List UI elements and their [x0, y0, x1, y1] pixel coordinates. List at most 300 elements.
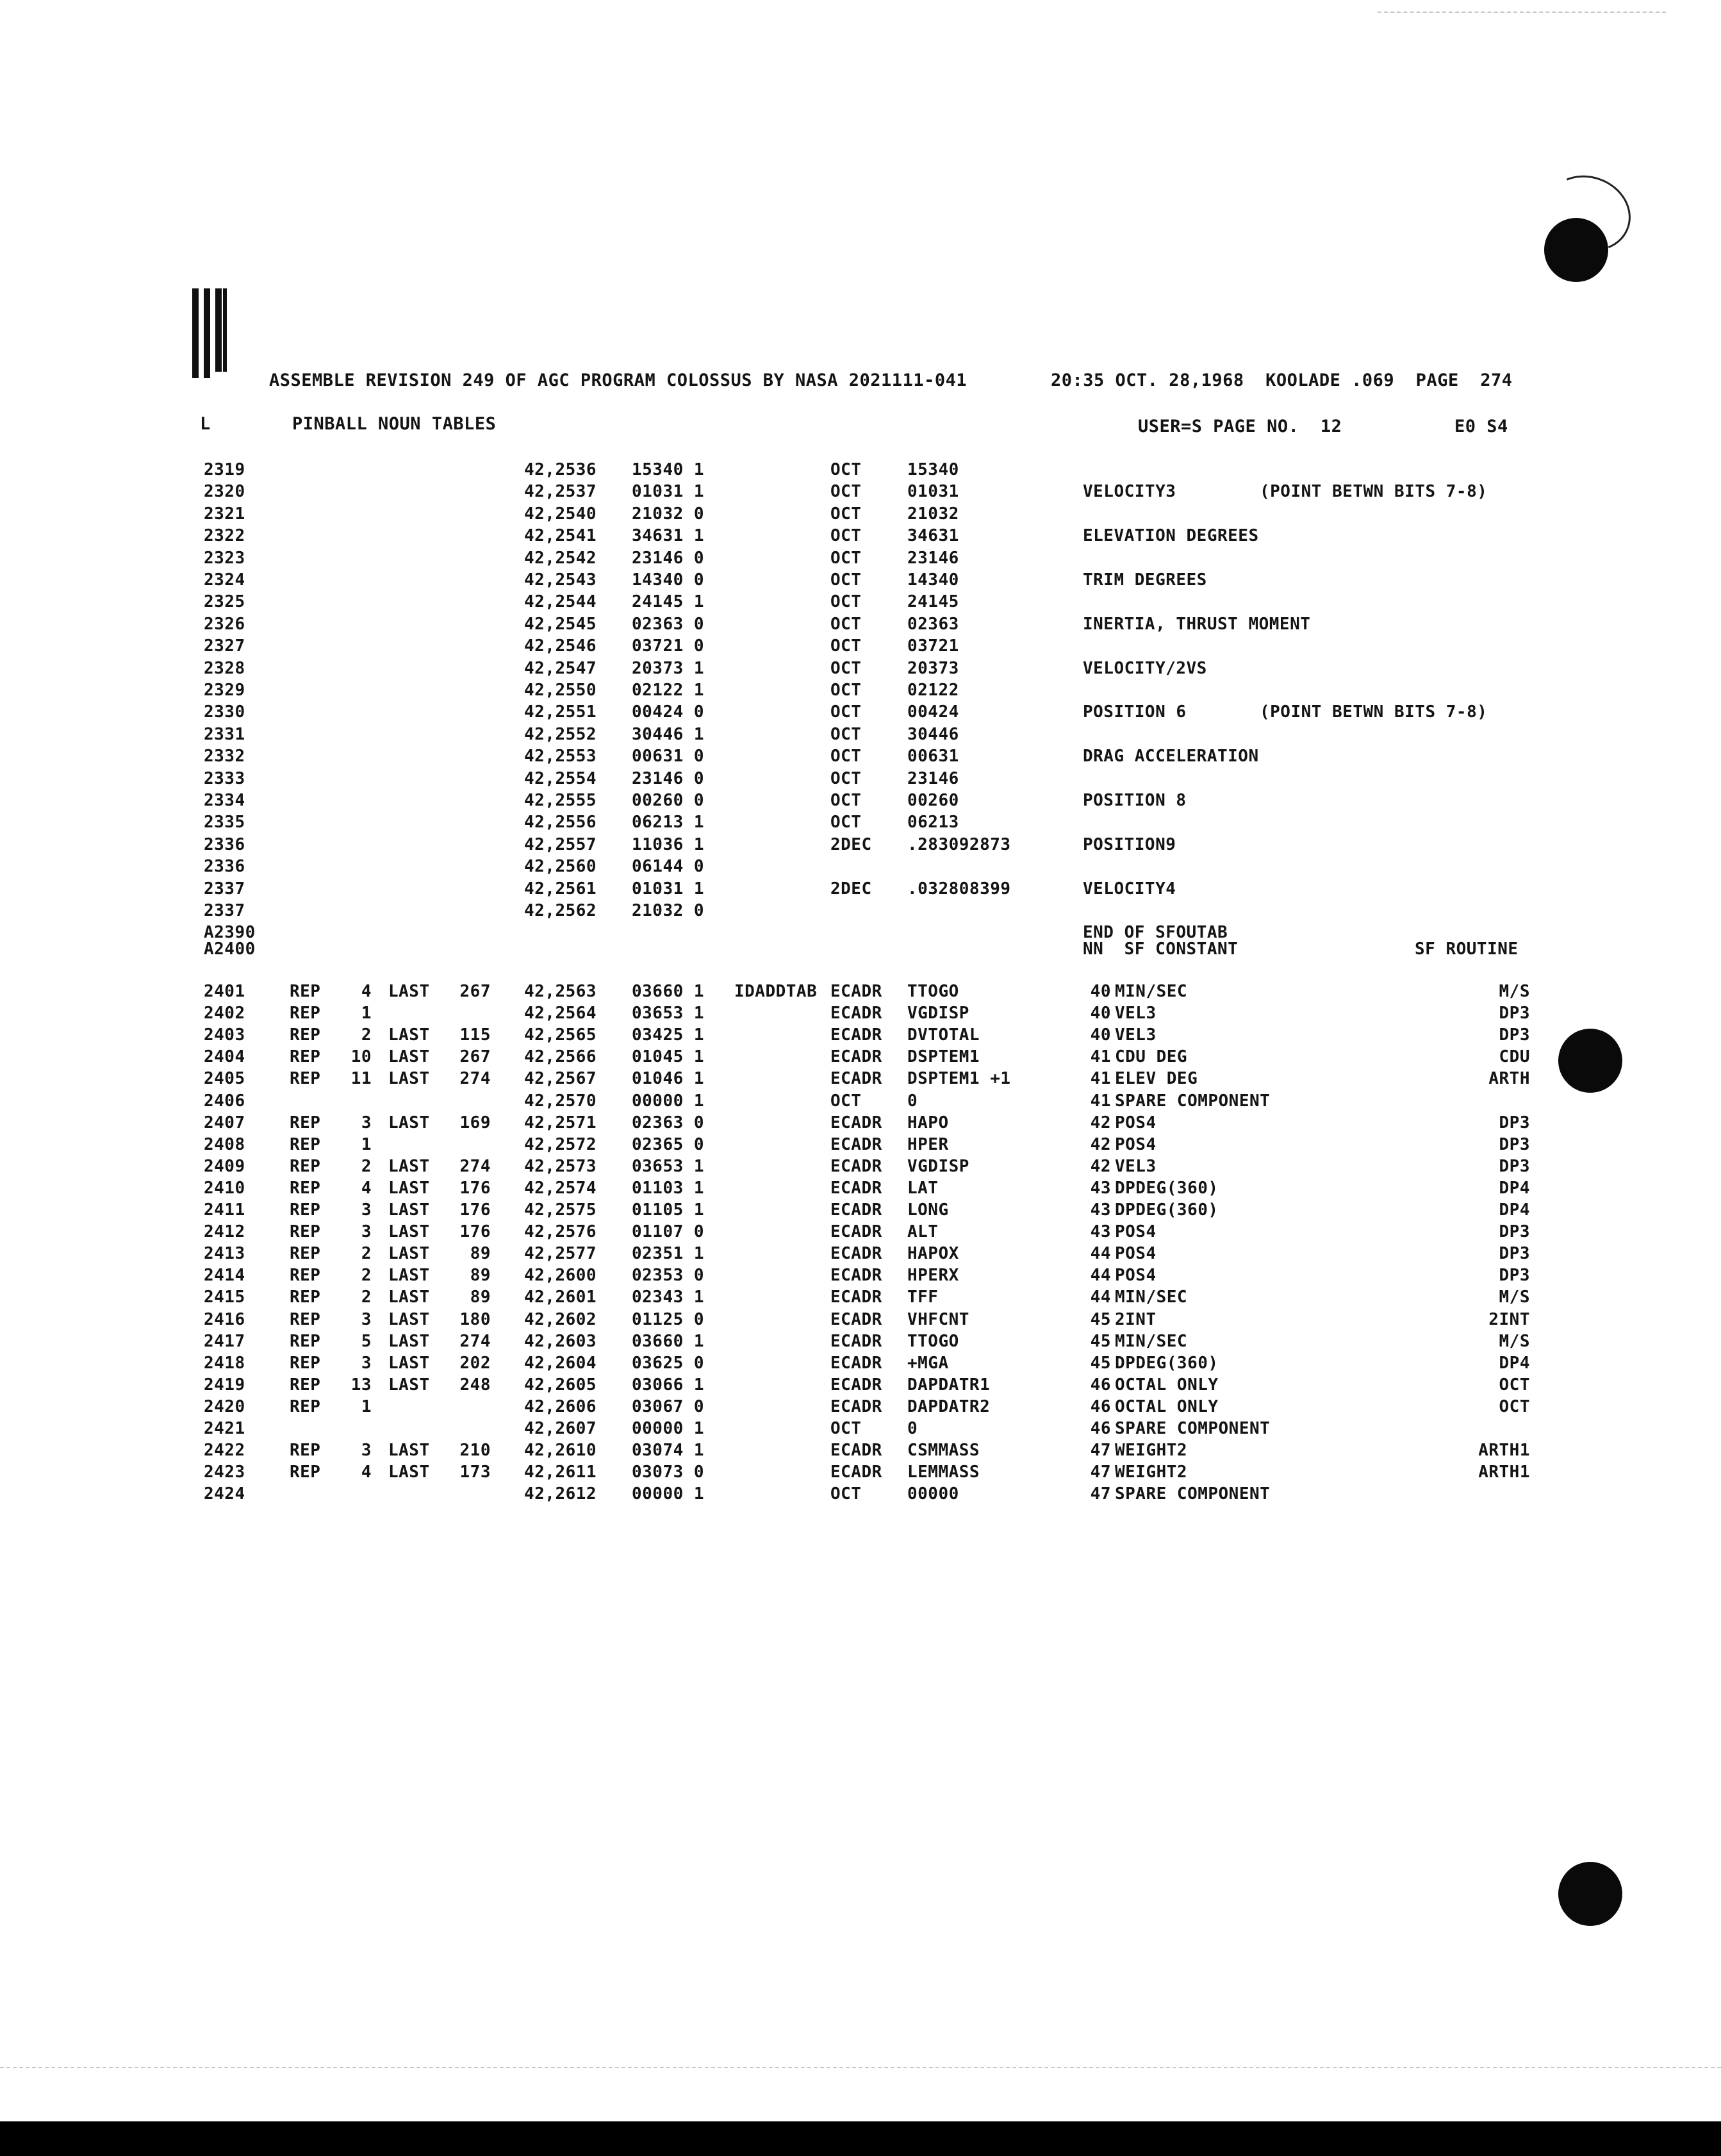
cell-op: ECADR [830, 1200, 882, 1220]
cell-addr: 42,2566 [524, 1047, 597, 1066]
cell-desc: POS4 [1115, 1244, 1157, 1263]
cell-count: 2 [361, 1157, 372, 1176]
cell-line: 2413 [204, 1244, 245, 1263]
cell-addr: 42,2551 [524, 702, 597, 722]
cell-op: ECADR [830, 1047, 882, 1066]
cell-rout: DP4 [1499, 1200, 1530, 1220]
cell-nn: 45 [1090, 1354, 1111, 1373]
cell-op: OCT [830, 526, 862, 545]
cell-rout: M/S [1499, 1332, 1530, 1351]
cell-rout: OCT [1499, 1375, 1530, 1395]
cell-op: OCT [830, 1091, 862, 1111]
cell-lastv: 274 [459, 1069, 491, 1088]
cell-op: ECADR [830, 1463, 882, 1482]
cell-rout: ARTH [1488, 1069, 1530, 1088]
cell-count: 4 [361, 982, 372, 1001]
cell-desc: DRAG ACCELERATION [1083, 747, 1259, 766]
cell-rout: DP3 [1499, 1222, 1530, 1241]
cell-last: LAST [388, 982, 430, 1001]
cell-code: 01045 1 [632, 1047, 705, 1066]
cell-last: LAST [388, 1047, 430, 1066]
cell-line: 2410 [204, 1179, 245, 1198]
cell-oper: DAPDATR1 [907, 1375, 991, 1395]
cell-op: ECADR [830, 1375, 882, 1395]
cell-addr: 42,2604 [524, 1354, 597, 1373]
cell-nn: 41 [1090, 1091, 1111, 1111]
cell-oper: TTOGO [907, 1332, 959, 1351]
cell-rep: REP [290, 1266, 321, 1285]
cell-oper: 01031 [907, 482, 959, 501]
cell-lastv: 176 [459, 1179, 491, 1198]
cell-line: A2390 [204, 923, 256, 942]
cell-line: 2331 [204, 725, 245, 744]
cell-op: OCT [830, 549, 862, 568]
cell-rep: REP [290, 1004, 321, 1023]
cell-count: 1 [361, 1004, 372, 1023]
cell-line: 2323 [204, 549, 245, 568]
cell-line: 2335 [204, 813, 245, 832]
cell-line: 2326 [204, 615, 245, 634]
cell-nn: 43 [1090, 1222, 1111, 1241]
cell-code: 11036 1 [632, 835, 705, 854]
cell-code: 03067 0 [632, 1397, 705, 1416]
cell-code: 03721 0 [632, 636, 705, 656]
cell-last: LAST [388, 1354, 430, 1373]
cell-line: 2420 [204, 1397, 245, 1416]
punch-hole-top [1544, 218, 1608, 282]
cell-line: 2404 [204, 1047, 245, 1066]
user-page-number: USER=S PAGE NO. 12 [1138, 417, 1342, 436]
cell-addr: 42,2543 [524, 570, 597, 590]
cell-addr: 42,2574 [524, 1179, 597, 1198]
cell-code: 20373 1 [632, 659, 705, 678]
cell-desc: VELOCITY4 [1083, 879, 1176, 899]
cell-nn: 40 [1090, 1025, 1111, 1045]
cell-last: LAST [388, 1332, 430, 1351]
cell-code: 01046 1 [632, 1069, 705, 1088]
cell-oper: DVTOTAL [907, 1025, 980, 1045]
cell-addr: 42,2605 [524, 1375, 597, 1395]
cell-nn: 47 [1090, 1441, 1111, 1460]
cell-nn: 45 [1090, 1332, 1111, 1351]
cell-desc: VEL3 [1115, 1157, 1157, 1176]
cell-addr: 42,2565 [524, 1025, 597, 1045]
cell-addr: 42,2602 [524, 1310, 597, 1329]
scan-artifact-bottom [0, 2067, 1721, 2071]
cell-line: 2422 [204, 1441, 245, 1460]
cell-desc: VEL3 [1115, 1025, 1157, 1045]
cell-desc: OCTAL ONLY [1115, 1375, 1219, 1395]
cell-lastv: 176 [459, 1200, 491, 1220]
cell-line: 2328 [204, 659, 245, 678]
cell-nn: 46 [1090, 1397, 1111, 1416]
cell-op: OCT [830, 636, 862, 656]
cell-op: ECADR [830, 1069, 882, 1088]
cell-oper: 20373 [907, 659, 959, 678]
cell-lastv: 89 [470, 1244, 491, 1263]
cell-line: 2406 [204, 1091, 245, 1111]
cell-oper: DSPTEM1 +1 [907, 1069, 1011, 1088]
cell-addr: 42,2607 [524, 1419, 597, 1438]
cell-op: ECADR [830, 1354, 882, 1373]
cell-addr: 42,2545 [524, 615, 597, 634]
cell-nn: 40 [1090, 1004, 1111, 1023]
cell-last: LAST [388, 1113, 430, 1132]
cell-code: 00000 1 [632, 1091, 705, 1111]
cell-code: 02363 0 [632, 615, 705, 634]
cell-rep: REP [290, 1397, 321, 1416]
cell-nn: 46 [1090, 1419, 1111, 1438]
cell-desc: MIN/SEC [1115, 1288, 1188, 1307]
cell-line: 2337 [204, 901, 245, 920]
cell-addr: 42,2563 [524, 982, 597, 1001]
cell-desc: DPDEG(360) [1115, 1179, 1219, 1198]
cell-op: OCT [830, 725, 862, 744]
cell-addr: 42,2601 [524, 1288, 597, 1307]
table-header-routine: SF ROUTINE [1415, 940, 1519, 959]
cell-op: ECADR [830, 1288, 882, 1307]
cell-addr: 42,2610 [524, 1441, 597, 1460]
cell-line: 2321 [204, 504, 245, 524]
cell-code: 00000 1 [632, 1484, 705, 1504]
cell-rep: REP [290, 1288, 321, 1307]
cell-last: LAST [388, 1441, 430, 1460]
cell-nn: 44 [1090, 1266, 1111, 1285]
cell-nn: 46 [1090, 1375, 1111, 1395]
cell-nn: 44 [1090, 1288, 1111, 1307]
cell-last: LAST [388, 1200, 430, 1220]
cell-rout: DP3 [1499, 1157, 1530, 1176]
cell-line: 2336 [204, 835, 245, 854]
cell-lastv: 169 [459, 1113, 491, 1132]
cell-op: ECADR [830, 1244, 882, 1263]
cell-nn: 42 [1090, 1157, 1111, 1176]
cell-code: 00000 1 [632, 1419, 705, 1438]
cell-op: ECADR [830, 1135, 882, 1154]
cell-oper: +MGA [907, 1354, 949, 1373]
cell-desc: POS4 [1115, 1135, 1157, 1154]
cell-addr: 42,2560 [524, 857, 597, 876]
cell-code: 00631 0 [632, 747, 705, 766]
cell-last: LAST [388, 1244, 430, 1263]
cell-code: 02343 1 [632, 1288, 705, 1307]
cell-nn: 45 [1090, 1310, 1111, 1329]
cell-count: 3 [361, 1113, 372, 1132]
cell-op: 2DEC [830, 879, 872, 899]
cell-rep: REP [290, 1463, 321, 1482]
cell-oper: 0 [907, 1091, 918, 1111]
cell-line: 2329 [204, 681, 245, 700]
cell-rout: OCT [1499, 1397, 1530, 1416]
cell-addr: 42,2570 [524, 1091, 597, 1111]
cell-addr: 42,2541 [524, 526, 597, 545]
cell-count: 11 [350, 1069, 372, 1088]
cell-count: 13 [350, 1375, 372, 1395]
cell-nn: 42 [1090, 1113, 1111, 1132]
cell-line: 2408 [204, 1135, 245, 1154]
cell-line: 2322 [204, 526, 245, 545]
cell-lastv: 173 [459, 1463, 491, 1482]
cell-code: 02122 1 [632, 681, 705, 700]
cell-oper: 02122 [907, 681, 959, 700]
cell-code: 21032 0 [632, 901, 705, 920]
cell-code: 02365 0 [632, 1135, 705, 1154]
cell-line: 2418 [204, 1354, 245, 1373]
cell-lastv: 210 [459, 1441, 491, 1460]
cell-oper: HAPO [907, 1113, 949, 1132]
cell-op: ECADR [830, 1266, 882, 1285]
cell-desc: POSITION 8 [1083, 791, 1187, 810]
cell-label: IDADDTAB [734, 982, 818, 1001]
cell-addr: 42,2576 [524, 1222, 597, 1241]
cell-line: 2409 [204, 1157, 245, 1176]
cell-rout: M/S [1499, 982, 1530, 1001]
cell-count: 1 [361, 1135, 372, 1154]
cell-addr: 42,2544 [524, 592, 597, 611]
cell-nn: 47 [1090, 1484, 1111, 1504]
cell-line: 2320 [204, 482, 245, 501]
cell-addr: 42,2600 [524, 1266, 597, 1285]
cell-last: LAST [388, 1157, 430, 1176]
cell-rout: ARTH1 [1478, 1463, 1530, 1482]
cell-oper: 06213 [907, 813, 959, 832]
cell-desc: POS4 [1115, 1113, 1157, 1132]
cell-code: 06144 0 [632, 857, 705, 876]
cell-rep: REP [290, 1200, 321, 1220]
cell-oper: 03721 [907, 636, 959, 656]
cell-oper: TFF [907, 1288, 939, 1307]
cell-code: 01031 1 [632, 482, 705, 501]
cell-code: 21032 0 [632, 504, 705, 524]
cell-op: ECADR [830, 1004, 882, 1023]
cell-count: 10 [350, 1047, 372, 1066]
cell-code: 00260 0 [632, 791, 705, 810]
cell-line: 2421 [204, 1419, 245, 1438]
cell-count: 3 [361, 1200, 372, 1220]
cell-lastv: 89 [470, 1288, 491, 1307]
cell-rep: REP [290, 1135, 321, 1154]
cell-rep: REP [290, 1244, 321, 1263]
cell-oper: 02363 [907, 615, 959, 634]
cell-addr: 42,2572 [524, 1135, 597, 1154]
cell-oper: HPERX [907, 1266, 959, 1285]
cell-oper: HAPOX [907, 1244, 959, 1263]
cell-op: OCT [830, 681, 862, 700]
cell-nn: 40 [1090, 982, 1111, 1001]
cell-oper: 24145 [907, 592, 959, 611]
cell-desc: TRIM DEGREES [1083, 570, 1207, 590]
cell-addr: 42,2536 [524, 460, 597, 479]
cell-oper: 00424 [907, 702, 959, 722]
cell-lastv: 115 [459, 1025, 491, 1045]
cell-op: ECADR [830, 1310, 882, 1329]
cell-count: 2 [361, 1266, 372, 1285]
cell-addr: 42,2564 [524, 1004, 597, 1023]
cell-line: 2407 [204, 1113, 245, 1132]
cell-desc: OCTAL ONLY [1115, 1397, 1219, 1416]
cell-addr: 42,2575 [524, 1200, 597, 1220]
cell-desc: ELEVATION DEGREES [1083, 526, 1259, 545]
cell-rout: DP3 [1499, 1113, 1530, 1132]
cell-code: 23146 0 [632, 549, 705, 568]
cell-addr: 42,2542 [524, 549, 597, 568]
cell-oper: VHFCNT [907, 1310, 969, 1329]
table-header-nn-constant: NN SF CONSTANT [1083, 940, 1239, 959]
cell-addr: 42,2557 [524, 835, 597, 854]
cell-desc: WEIGHT2 [1115, 1463, 1188, 1482]
header-marker: L [200, 414, 211, 434]
cell-desc: VELOCITY3 [1083, 482, 1176, 501]
cell-rout: DP3 [1499, 1025, 1530, 1045]
cell-op: OCT [830, 1484, 862, 1504]
cell-desc: DPDEG(360) [1115, 1354, 1219, 1373]
cell-count: 2 [361, 1244, 372, 1263]
cell-nn: 43 [1090, 1179, 1111, 1198]
cell-count: 5 [361, 1332, 372, 1351]
cell-addr: 42,2571 [524, 1113, 597, 1132]
cell-nn: 44 [1090, 1244, 1111, 1263]
cell-desc: INERTIA, THRUST MOMENT [1083, 615, 1311, 634]
cell-count: 4 [361, 1179, 372, 1198]
cell-op: ECADR [830, 1441, 882, 1460]
cell-addr: 42,2573 [524, 1157, 597, 1176]
cell-op: ECADR [830, 1332, 882, 1351]
cell-oper: 15340 [907, 460, 959, 479]
cell-code: 03653 1 [632, 1004, 705, 1023]
cell-addr: 42,2612 [524, 1484, 597, 1504]
cell-addr: 42,2537 [524, 482, 597, 501]
header-title: ASSEMBLE REVISION 249 OF AGC PROGRAM COLOSSUS BY NASA 2021111-041 [269, 370, 968, 390]
cell-line: 2324 [204, 570, 245, 590]
header-timestamp: 20:35 OCT. 28,1968 KOOLADE .069 PAGE 274 [1051, 370, 1513, 390]
cell-op: ECADR [830, 1025, 882, 1045]
cell-op: OCT [830, 813, 862, 832]
cell-oper: 23146 [907, 549, 959, 568]
cell-addr: 42,2556 [524, 813, 597, 832]
cell-line: 2327 [204, 636, 245, 656]
cell-lastv: 267 [459, 982, 491, 1001]
cell-lastv: 267 [459, 1047, 491, 1066]
cell-count: 3 [361, 1354, 372, 1373]
cell-oper: 00000 [907, 1484, 959, 1504]
cell-code: 02363 0 [632, 1113, 705, 1132]
cell-lastv: 274 [459, 1332, 491, 1351]
cell-line: 2334 [204, 791, 245, 810]
cell-count: 2 [361, 1025, 372, 1045]
cell-last: LAST [388, 1463, 430, 1482]
cell-line: 2337 [204, 879, 245, 899]
cell-rout: DP4 [1499, 1179, 1530, 1198]
cell-oper: DAPDATR2 [907, 1397, 991, 1416]
cell-line: 2325 [204, 592, 245, 611]
cell-nn: 41 [1090, 1047, 1111, 1066]
cell-op: ECADR [830, 1179, 882, 1198]
cell-count: 2 [361, 1288, 372, 1307]
cell-desc: ELEV DEG [1115, 1069, 1198, 1088]
scan-border [0, 2121, 1721, 2156]
punch-hole-middle [1558, 1029, 1622, 1093]
cell-oper: VGDISP [907, 1157, 969, 1176]
cell-oper: VGDISP [907, 1004, 969, 1023]
cell-line: 2423 [204, 1463, 245, 1482]
cell-last: LAST [388, 1375, 430, 1395]
cell-lastv: 89 [470, 1266, 491, 1285]
cell-code: 02353 0 [632, 1266, 705, 1285]
cell-op: OCT [830, 615, 862, 634]
cell-count: 3 [361, 1441, 372, 1460]
cell-desc: 2INT [1115, 1310, 1157, 1329]
cell-oper: 34631 [907, 526, 959, 545]
cell-code: 03660 1 [632, 982, 705, 1001]
cell-last: LAST [388, 1288, 430, 1307]
cell-desc: VELOCITY/2VS [1083, 659, 1207, 678]
cell-line: 2405 [204, 1069, 245, 1088]
punch-hole-bottom [1558, 1862, 1622, 1926]
cell-line: 2419 [204, 1375, 245, 1395]
cell-line: 2411 [204, 1200, 245, 1220]
cell-last: LAST [388, 1266, 430, 1285]
cell-addr: 42,2553 [524, 747, 597, 766]
cell-op: ECADR [830, 1113, 882, 1132]
cell-addr: 42,2606 [524, 1397, 597, 1416]
cell-rep: REP [290, 1310, 321, 1329]
cell-desc: DPDEG(360) [1115, 1200, 1219, 1220]
cell-code: 06213 1 [632, 813, 705, 832]
cell-line: 2403 [204, 1025, 245, 1045]
cell-op: OCT [830, 504, 862, 524]
cell-desc: POS4 [1115, 1266, 1157, 1285]
cell-code: 03425 1 [632, 1025, 705, 1045]
cell-nn: 41 [1090, 1069, 1111, 1088]
cell-last: LAST [388, 1069, 430, 1088]
cell-addr: 42,2555 [524, 791, 597, 810]
cell-oper: ALT [907, 1222, 939, 1241]
cell-desc: POSITION 6 [1083, 702, 1187, 722]
cell-oper: HPER [907, 1135, 949, 1154]
cell-rep: REP [290, 1441, 321, 1460]
cell-oper: 00631 [907, 747, 959, 766]
cell-code: 01107 0 [632, 1222, 705, 1241]
cell-oper: 14340 [907, 570, 959, 590]
cell-line: 2424 [204, 1484, 245, 1504]
cell-op: 2DEC [830, 835, 872, 854]
cell-addr: 42,2550 [524, 681, 597, 700]
cell-line: 2402 [204, 1004, 245, 1023]
cell-addr: 42,2603 [524, 1332, 597, 1351]
cell-addr: 42,2540 [524, 504, 597, 524]
cell-addr: 42,2546 [524, 636, 597, 656]
cell-code: 30446 1 [632, 725, 705, 744]
cell-last: LAST [388, 1179, 430, 1198]
cell-count: 1 [361, 1397, 372, 1416]
cell-code: 24145 1 [632, 592, 705, 611]
cell-nn: 42 [1090, 1135, 1111, 1154]
cell-code: 03625 0 [632, 1354, 705, 1373]
cell-rout: CDU [1499, 1047, 1530, 1066]
cell-rout: DP3 [1499, 1004, 1530, 1023]
cell-line: 2319 [204, 460, 245, 479]
cell-oper: 0 [907, 1419, 918, 1438]
cell-op: ECADR [830, 982, 882, 1001]
cell-desc: MIN/SEC [1115, 1332, 1188, 1351]
cell-last: LAST [388, 1025, 430, 1045]
cell-oper: LEMMASS [907, 1463, 980, 1482]
cell-code: 01031 1 [632, 879, 705, 899]
cell-op: OCT [830, 747, 862, 766]
cell-desc: POS4 [1115, 1222, 1157, 1241]
cell-oper: 00260 [907, 791, 959, 810]
cell-rout: M/S [1499, 1288, 1530, 1307]
